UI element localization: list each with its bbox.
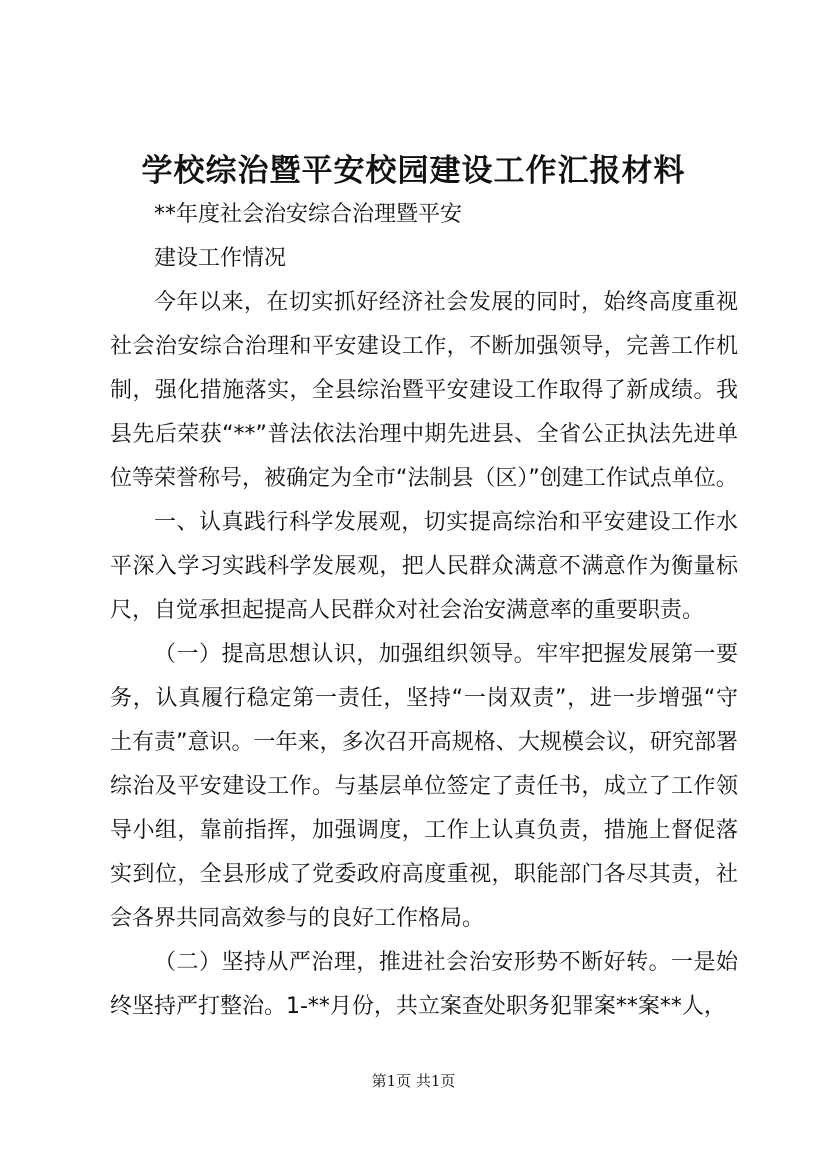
document-body (110, 193, 738, 1029)
document-title: 学校综治暨平安校园建设工作汇报材料 (141, 153, 686, 189)
subtitle-line-1: **年度社会治安综合治理暨平安 (154, 202, 463, 227)
subtitle-line-2: 建设工作情况 (154, 246, 287, 271)
paragraph: （一）提高思想认识，加强组织领导。牢牢把握发展第一要务，认真履行稳定第一责任，坚持“一岗双责”，进一步增强“守土有责”意识。一年来，多次召开高规格、大规模会议，研究部署综治及平安建设工作。与基层单位签定了责任书，成立了工作领导小组，靠前指挥，加强调度，工作上认真负责，措施上督促落实到位，全县形成了党委政府高度重视，职能部门各尽其责，社会各界共同高效参与的良好工作格局。 (110, 642, 738, 931)
paragraph: 一、认真践行科学发展观，切实提高综治和平安建设工作水平深入学习实践科学发展观，把人民群众满意不满意作为衡量标尺，自觉承担起提高人民群众对社会治安满意率的重要职责。 (110, 510, 738, 623)
page-footer: 第1页 共1页 (371, 1072, 456, 1090)
paragraph: （二）坚持从严治理，推进社会治安形势不断好转。一是始终坚持严打整治。1-**月份，共立案查处职务犯罪案**案**人， (110, 950, 738, 1019)
paragraph: 今年以来，在切实抓好经济社会发展的同时，始终高度重视社会治安综合治理和平安建设工作，不断加强领导，完善工作机制，强化措施落实，全县综治暨平安建设工作取得了新成绩。我县先后荣获“**”普法依法治理中期先进县、全省公正执法先进单位等荣誉称号，被确定为全市“法制县（区）”创建工作试点单位。 (110, 290, 739, 491)
